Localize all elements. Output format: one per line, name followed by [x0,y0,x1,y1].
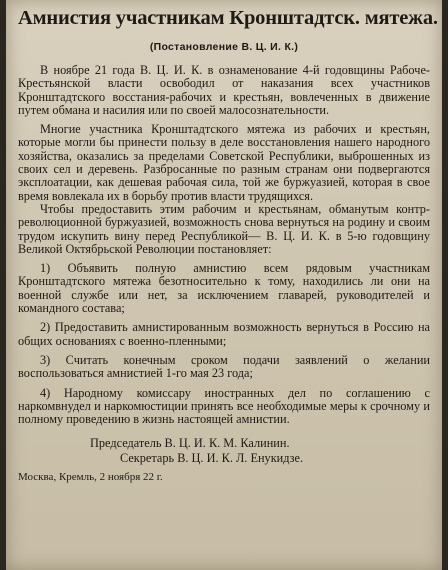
signature-chairman: Председатель В. Ц. И. К. М. Калинин. [90,436,290,451]
paragraph-point-1: 1) Объявить полную амнистию всем рядовым участникам Кронштадтского мятежа безотносительно к тому, находились ли они на военной службе или нет, за исключением главарей, руководителей и командного состава; [18,261,430,316]
document-subtitle: (Постановление В. Ц. И. К.) [149,41,299,53]
document-footer: Москва, Кремль, 2 ноября 22 г. [18,471,163,484]
document-title: Амнистия участникам Кронштадтск. мятежа. [18,7,438,29]
document-sheet [6,0,442,570]
paragraph-point-3: 3) Считать конечным сроком подачи заявлений о желании воспользоваться амнистией 1-го мая 23 года; [18,352,430,381]
paragraph-context: Многие участника Кронштадтского мятежа из рабочих и крестьян, которые могли бы принести пользу в деле восстановления нашего народного хозяйства, оказались за пределами Советской Республики, выброшенных из своих сел и деревень. Разбросанные по разным странам они подвергаются эксплоатации, как дешевая рабочая сила, той же буржуазией, которая в свое время вовлекала их в борьбу против власти трудящихся. [18,122,430,203]
paragraph-point-4: 4) Народному комиссару иностранных дел по соглашению с наркомвнудел и наркомюстиции принять все необходимые меры к срочному и полному проведению в жизнь настоящей амнистии. [18,385,430,427]
paragraph-resolution: Чтобы предоставить этим рабочим и крестьянам, обманутым контр-революционной буржуазией, возможность снова вернуться на родину и своим трудом искупить вину перед Республикой— В. Ц. И. К. в 5-ю годовщину Великой Октябрьской Революции постановляет: [18,201,430,256]
signature-secretary: Секретарь В. Ц. И. К. Л. Енукидзе. [120,451,304,466]
paragraph-intro: В ноябре 21 года В. Ц. И. К. в ознаменование 4-й годовщины Рабоче-Крестьянской власти освободил от наказания всех участников Кронштадтского восстания-рабочих и крестьян, вовлеченных в движение путем обмана и насилия или по своей малосознательности. [18,63,430,117]
paragraph-point-2: 2) Предоставить амнистированным возможность вернуться в Россию на общих основаниях с военно-пленными; [18,320,430,348]
